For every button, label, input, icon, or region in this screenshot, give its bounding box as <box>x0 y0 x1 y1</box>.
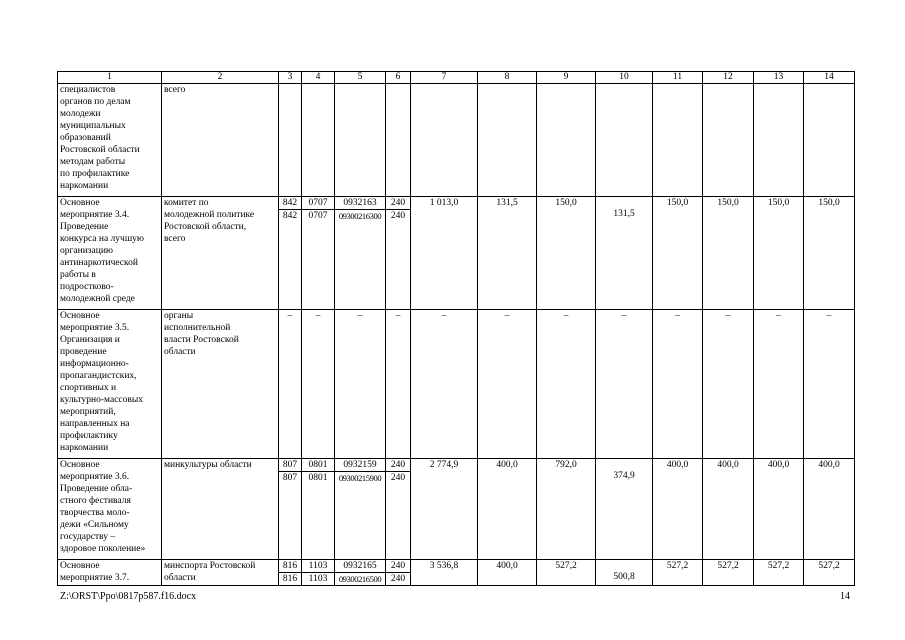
code: 09300216300 <box>335 209 385 222</box>
line: мероприятий, <box>60 407 116 417</box>
year-value-cell <box>596 560 653 586</box>
year-value-cell: 150,0 <box>804 197 855 310</box>
executor-cell <box>162 560 279 586</box>
year-value-cell: 150,0 <box>703 197 754 310</box>
line: информационно- <box>60 359 129 369</box>
line: наркомании <box>60 181 109 191</box>
col-header-11: 11 <box>653 72 703 84</box>
activity-cell <box>58 560 162 586</box>
budget-table <box>57 71 855 586</box>
line: комитет по <box>164 198 209 208</box>
line: дежи «Сильному <box>60 520 129 530</box>
dash-cell: – <box>653 310 703 459</box>
line: мероприятие 3.7. <box>60 573 130 583</box>
vr-code-cell <box>386 459 411 560</box>
value: 374,9 <box>613 471 635 481</box>
rzpr-code-cell <box>302 197 335 310</box>
code: 0707 <box>308 198 328 208</box>
table-row <box>58 459 855 560</box>
executor-cell <box>162 197 279 310</box>
code: 842 <box>279 209 301 222</box>
page-number: 14 <box>840 591 850 602</box>
line: Организация и <box>60 335 120 345</box>
line: пропагандистских, <box>60 371 137 381</box>
activity-cell <box>58 310 162 459</box>
year-value-cell: 400,0 <box>653 459 703 560</box>
line: антинаркотической <box>60 258 138 268</box>
year-value-cell: 131,5 <box>478 197 537 310</box>
executor-cell <box>162 310 279 459</box>
code: 807 <box>279 471 301 484</box>
dash-cell: – <box>386 310 411 459</box>
line: молодежи <box>60 109 101 119</box>
line: минкультуры области <box>164 460 252 470</box>
line: образований <box>60 133 111 143</box>
col-header-9: 9 <box>537 72 596 84</box>
total-cell: 1 013,0 <box>411 197 478 310</box>
year-value-cell: 527,2 <box>703 560 754 586</box>
csr-code-cell <box>335 197 386 310</box>
code: 240 <box>386 572 410 585</box>
code: 0801 <box>302 471 334 484</box>
line: области <box>164 573 196 583</box>
line: области <box>164 347 196 357</box>
line: минспорта Ростовской <box>164 561 256 571</box>
code: 240 <box>390 561 406 571</box>
executor-cell <box>162 459 279 560</box>
line: власти Ростовской <box>164 335 239 345</box>
line: работы в <box>60 270 96 280</box>
line: органы <box>164 311 194 321</box>
line: Проведение <box>60 222 109 232</box>
year-value-cell: 150,0 <box>537 197 596 310</box>
activity-cell <box>58 197 162 310</box>
code: 1103 <box>302 572 334 585</box>
code: 0932163 <box>343 198 377 208</box>
col-header-10: 10 <box>596 72 653 84</box>
dash-cell: – <box>279 310 302 459</box>
line: культурно-массовых <box>60 395 144 405</box>
year-value-cell: 400,0 <box>804 459 855 560</box>
line: Основное <box>60 198 100 208</box>
code: 09300215900 <box>335 471 385 484</box>
code: 842 <box>282 198 298 208</box>
line: муниципальных <box>60 121 126 131</box>
dash-cell: – <box>596 310 653 459</box>
dash-cell: – <box>335 310 386 459</box>
col-header-6: 6 <box>386 72 411 84</box>
line: всего <box>164 85 186 95</box>
col-header-12: 12 <box>703 72 754 84</box>
dash-cell: – <box>537 310 596 459</box>
table-row <box>58 197 855 310</box>
line: Основное <box>60 561 100 571</box>
year-value-cell: 400,0 <box>754 459 804 560</box>
dash-cell: – <box>754 310 804 459</box>
line: стного фестиваля <box>60 496 131 506</box>
table-row <box>58 84 855 197</box>
line: мероприятие 3.4. <box>60 210 130 220</box>
line: Ростовской области, <box>164 222 247 232</box>
year-value-cell <box>596 459 653 560</box>
total-cell: 2 774,9 <box>411 459 478 560</box>
grbs-code-cell <box>279 197 302 310</box>
line: Основное <box>60 460 100 470</box>
year-value-cell: 527,2 <box>653 560 703 586</box>
col-header-7: 7 <box>411 72 478 84</box>
year-value-cell: 527,2 <box>537 560 596 586</box>
year-value-cell: 150,0 <box>653 197 703 310</box>
code: 816 <box>279 572 301 585</box>
line: подростково- <box>60 282 114 292</box>
activity-cell <box>58 459 162 560</box>
vr-code-cell <box>386 197 411 310</box>
col-header-13: 13 <box>754 72 804 84</box>
grbs-code-cell <box>279 459 302 560</box>
line: мероприятие 3.6. <box>60 472 130 482</box>
year-value-cell: 527,2 <box>754 560 804 586</box>
line: всего <box>164 234 186 244</box>
code: 816 <box>282 561 298 571</box>
line: методам работы <box>60 157 126 167</box>
line: государству – <box>60 532 116 542</box>
line: проведение <box>60 347 107 357</box>
dash-cell: – <box>703 310 754 459</box>
line: здоровое поколение» <box>60 544 146 554</box>
code: 0707 <box>302 209 334 222</box>
table-row <box>58 310 855 459</box>
col-header-8: 8 <box>478 72 537 84</box>
line: молодежной среде <box>60 294 135 304</box>
value: 500,8 <box>613 572 635 582</box>
code: 240 <box>386 209 410 222</box>
rzpr-code-cell <box>302 459 335 560</box>
code: 1103 <box>308 561 328 571</box>
code: 240 <box>390 198 406 208</box>
line: Проведение обла- <box>60 484 133 494</box>
csr-code-cell <box>335 459 386 560</box>
year-value-cell: 527,2 <box>804 560 855 586</box>
line: исполнительной <box>164 323 231 333</box>
line: Ростовской области <box>60 145 140 155</box>
col-header-1: 1 <box>58 72 162 84</box>
line: специалистов <box>60 85 116 95</box>
col-header-2: 2 <box>162 72 279 84</box>
year-value-cell: 400,0 <box>703 459 754 560</box>
year-value-cell: 150,0 <box>754 197 804 310</box>
line: мероприятие 3.5. <box>60 323 130 333</box>
code: 0932165 <box>343 561 377 571</box>
code: 240 <box>386 471 410 484</box>
line: конкурса на лучшую <box>60 234 144 244</box>
value: 131,5 <box>613 209 635 219</box>
line: Основное <box>60 311 100 321</box>
csr-code-cell <box>335 560 386 586</box>
header-row <box>58 72 855 84</box>
dash-cell: – <box>411 310 478 459</box>
col-header-3: 3 <box>279 72 302 84</box>
line: молодежной политике <box>164 210 255 220</box>
line: направленных на <box>60 419 130 429</box>
code: 09300216500 <box>335 572 385 585</box>
line: по профилактике <box>60 169 130 179</box>
line: профилактику <box>60 431 118 441</box>
code: 0932159 <box>343 460 377 470</box>
col-header-5: 5 <box>335 72 386 84</box>
line: органов по делам <box>60 97 131 107</box>
dash-cell: – <box>478 310 537 459</box>
year-value-cell: 400,0 <box>478 459 537 560</box>
year-value-cell: 792,0 <box>537 459 596 560</box>
line: организацию <box>60 246 114 256</box>
dash-cell: – <box>302 310 335 459</box>
table-row <box>58 560 855 586</box>
code: 240 <box>390 460 406 470</box>
line: наркомании <box>60 443 109 453</box>
rzpr-code-cell <box>302 560 335 586</box>
grbs-code-cell <box>279 560 302 586</box>
line: спортивных и <box>60 383 117 393</box>
document-path: Z:\ORST\Ppo\0817p587.f16.docx <box>60 591 197 602</box>
col-header-4: 4 <box>302 72 335 84</box>
total-cell: 3 536,8 <box>411 560 478 586</box>
vr-code-cell <box>386 560 411 586</box>
year-value-cell: 400,0 <box>478 560 537 586</box>
code: 0801 <box>308 460 328 470</box>
activity-cell <box>58 84 162 197</box>
code: 807 <box>282 460 298 470</box>
dash-cell: – <box>804 310 855 459</box>
col-header-14: 14 <box>804 72 855 84</box>
executor-cell <box>162 84 279 197</box>
year-value-cell <box>596 197 653 310</box>
line: творчества моло- <box>60 508 130 518</box>
